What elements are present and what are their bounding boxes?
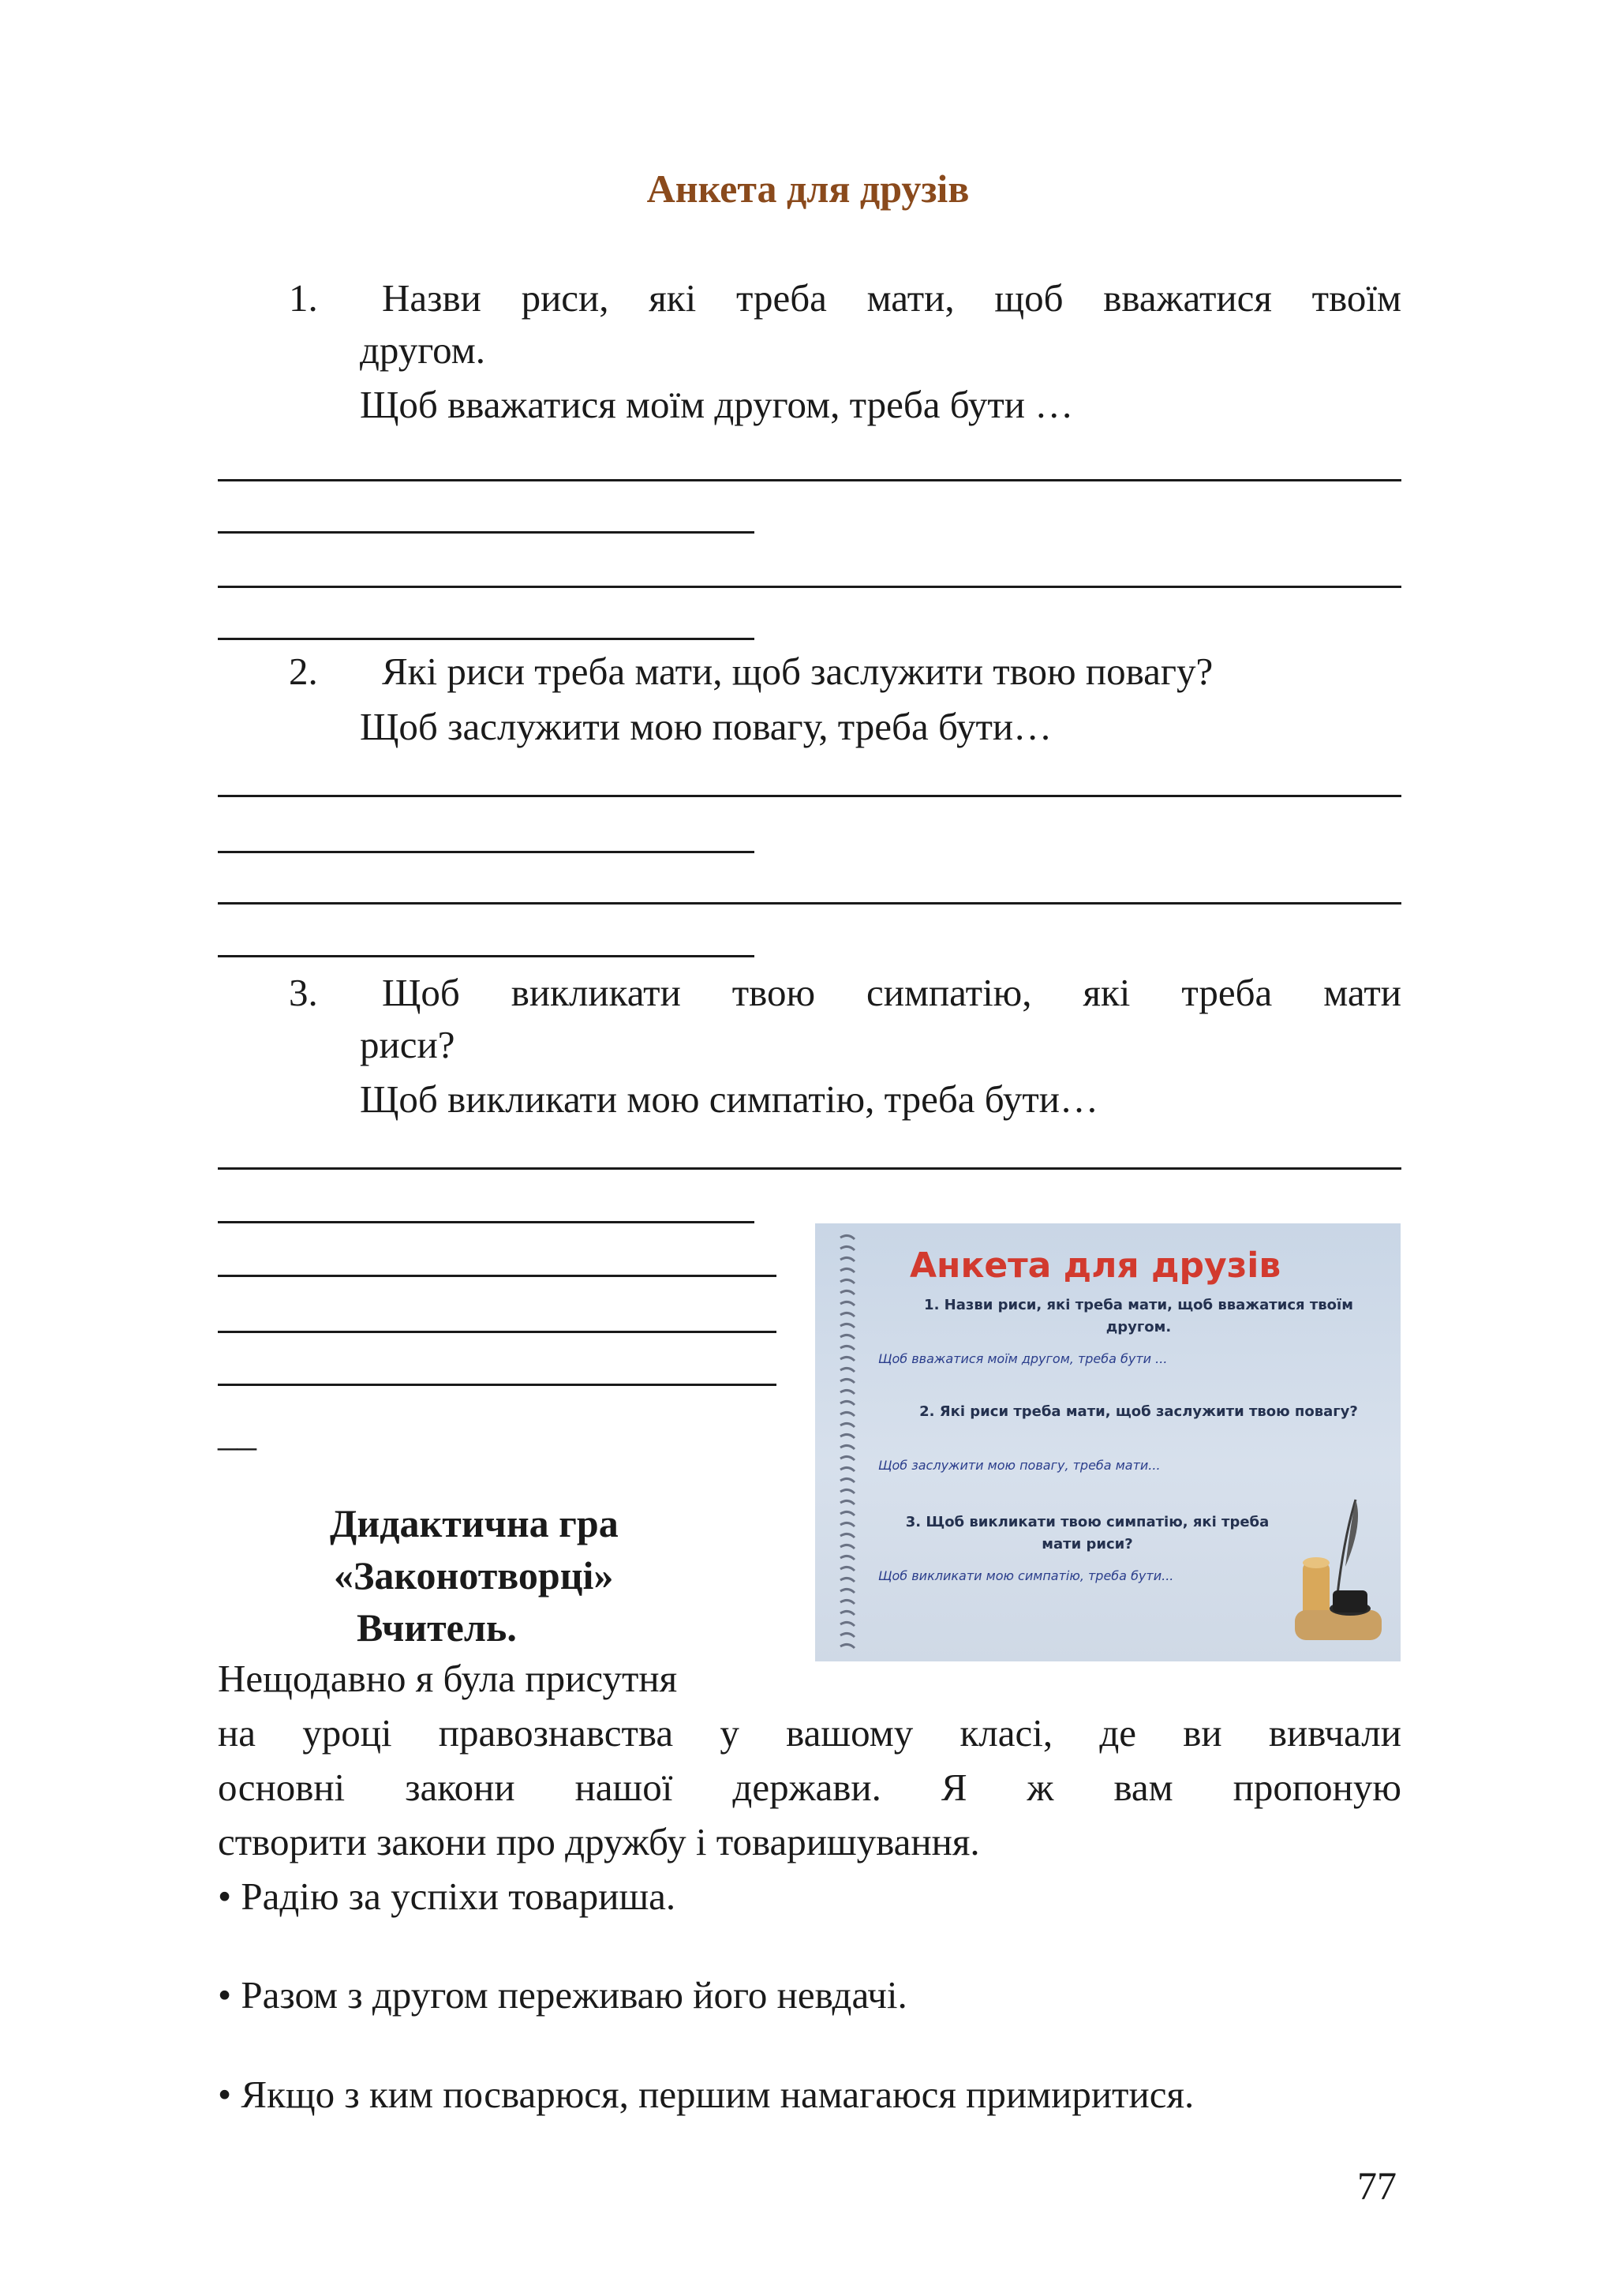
question-1-text-cont: другом.	[360, 328, 485, 372]
answer-line[interactable]	[218, 1384, 776, 1386]
game-title: Дидактична гра	[330, 1501, 619, 1545]
question-3-number: 3.	[289, 971, 318, 1014]
slide-answer-2: Щоб заслужити мою повагу, треба мати...	[878, 1458, 1161, 1473]
rule-item: • Якщо з ким посварюся, першим намагаюся примиритися.	[218, 2073, 1195, 2116]
slide-question-1: 1. Назви риси, які треба мати, щоб вважатися твоїм другом.	[924, 1297, 1353, 1335]
answer-line[interactable]	[218, 851, 754, 853]
spiral-binding-icon	[839, 1231, 856, 1654]
slide-question-3: 3. Щоб викликати твою симпатію, які треба мати риси?	[905, 1514, 1270, 1553]
game-name: «Законотворці»	[334, 1553, 614, 1597]
rule-item: • Радію за успіхи товариша.	[218, 1875, 676, 1918]
question-3-text: Щоб викликати твою симпатію, які треба мати	[382, 971, 1401, 1014]
answer-line-short[interactable]: __	[218, 1410, 256, 1454]
answer-line[interactable]	[218, 1221, 754, 1223]
answer-line[interactable]	[218, 531, 754, 534]
answer-line[interactable]	[218, 1167, 1401, 1170]
answer-line[interactable]	[218, 1275, 776, 1277]
answer-line[interactable]	[218, 1331, 776, 1333]
slide-image	[815, 1223, 1401, 1661]
answer-line[interactable]	[218, 795, 1401, 797]
page-number: 77	[1357, 2163, 1397, 2208]
question-1-number: 1.	[289, 276, 318, 320]
question-3-answer-prompt: Щоб викликати мою симпатію, треба бути…	[360, 1077, 1098, 1121]
answer-line[interactable]	[218, 586, 1401, 588]
answer-line[interactable]	[218, 902, 1401, 905]
question-2-text: Які риси треба мати, щоб заслужити твою повагу?	[382, 650, 1214, 693]
question-1-text: Назви риси, які треба мати, щоб вважатися твоїм	[382, 276, 1401, 320]
answer-line[interactable]	[218, 638, 754, 640]
slide-question-2: 2. Які риси треба мати, щоб заслужити твою повагу?	[919, 1403, 1358, 1420]
question-1-answer-prompt: Щоб вважатися моїм другом, треба бути …	[360, 383, 1074, 426]
answer-line[interactable]	[218, 479, 1401, 481]
question-2-number: 2.	[289, 650, 318, 693]
slide-answer-3: Щоб викликати мою симпатію, треба бути...	[878, 1568, 1174, 1583]
speaker-label: Вчитель.	[357, 1605, 517, 1650]
paragraph-line: на уроці правознавства у вашому класі, де ви вивчали	[218, 1711, 1401, 1755]
question-2-answer-prompt: Щоб заслужити мою повагу, треба бути…	[360, 705, 1053, 748]
page-title: Анкета для друзів	[646, 167, 970, 211]
paragraph-line: створити закони про дружбу і товаришування.	[218, 1820, 980, 1863]
paragraph-line: основні закони нашої держави. Я ж вам пропоную	[218, 1766, 1401, 1809]
question-3-text-cont: риси?	[360, 1023, 455, 1066]
slide-answer-1: Щоб вважатися моїм другом, треба бути ...	[878, 1351, 1168, 1366]
rule-item: • Разом з другом переживаю його невдачі.	[218, 1973, 907, 2017]
ink-quill-scroll-icon	[1289, 1492, 1391, 1650]
slide-title: Анкета для друзів	[910, 1245, 1281, 1286]
answer-line[interactable]	[218, 955, 754, 957]
paragraph-line: Нещодавно я була присутня	[218, 1657, 678, 1700]
